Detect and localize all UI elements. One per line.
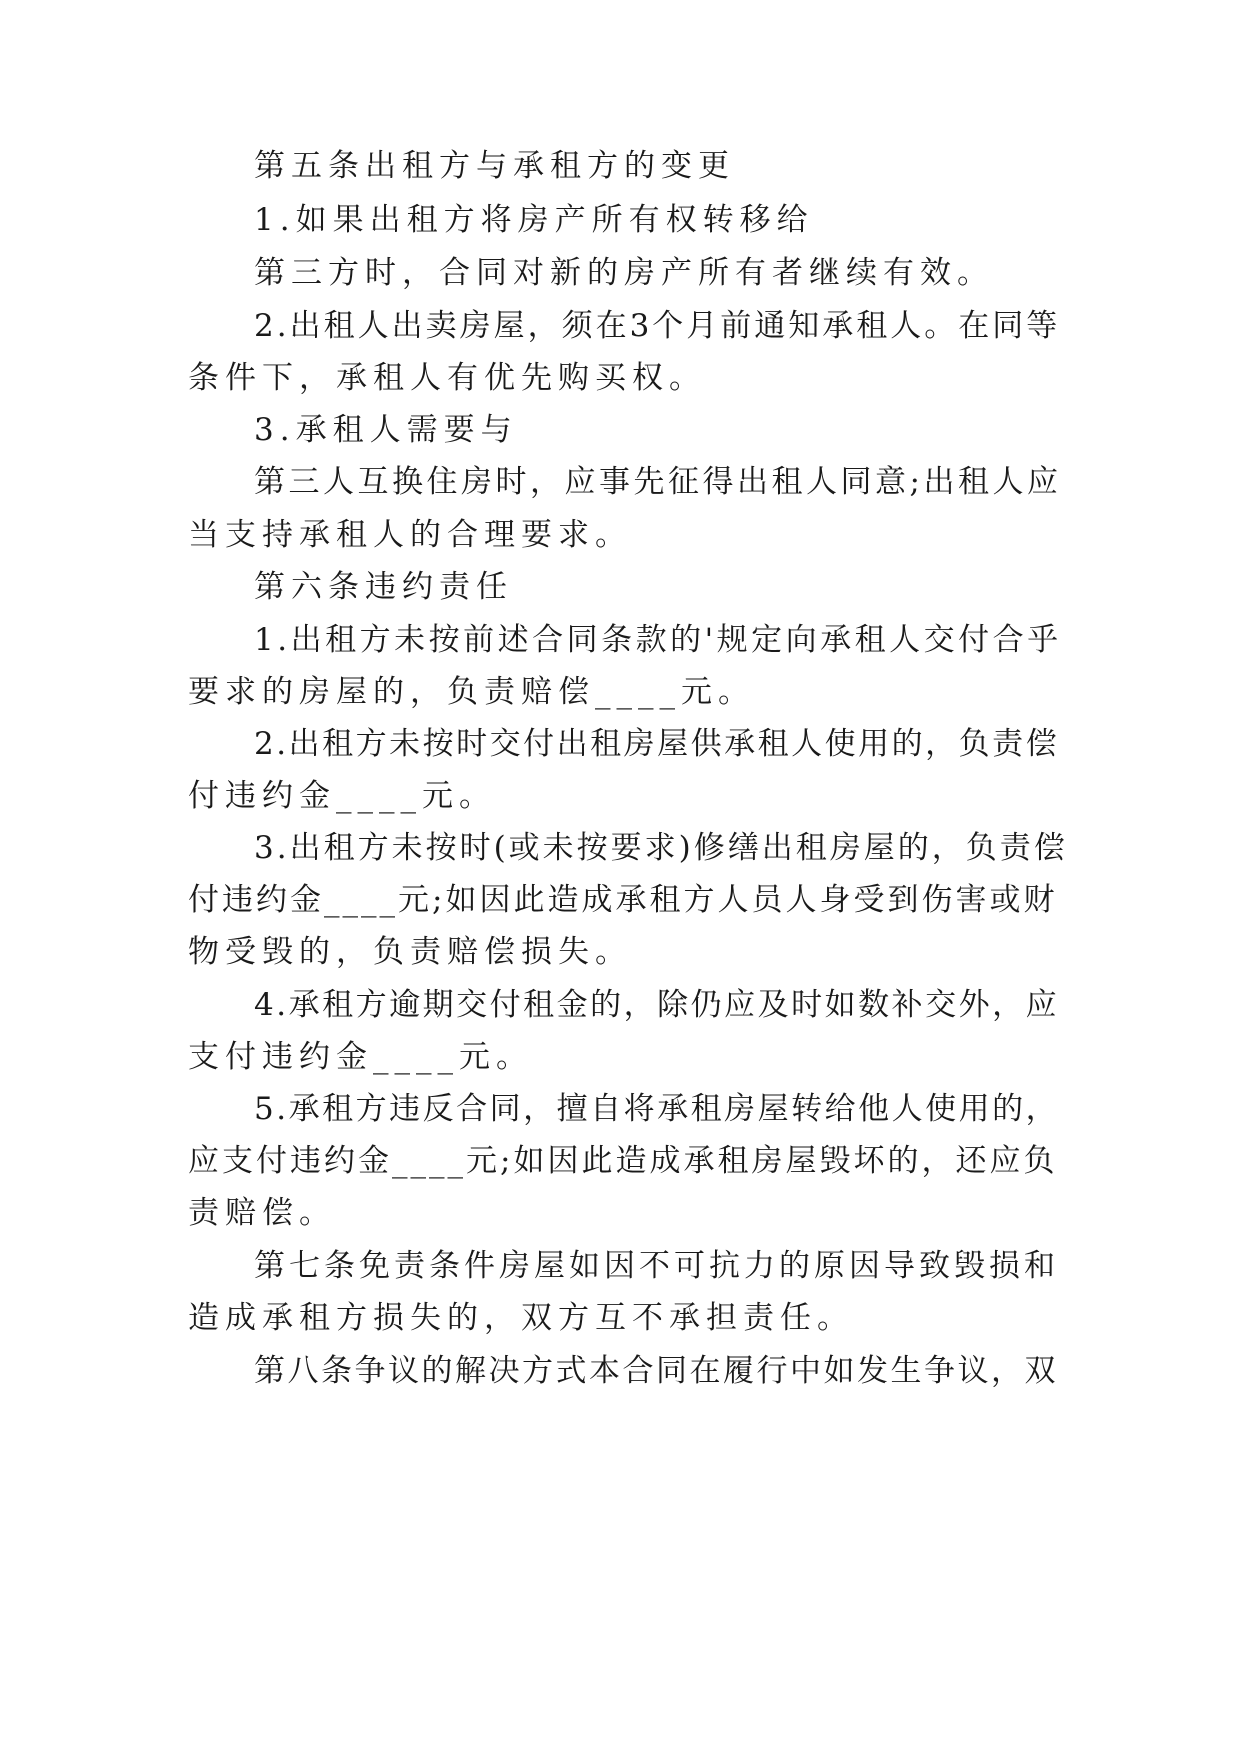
article-6-item-4-continued: 支付违约金____元。 <box>188 1039 533 1075</box>
article-5-item-1-continued: 第三方时，合同对新的房产所有者继续有效。 <box>254 255 994 291</box>
article-5-item-2: 2.出租人出卖房屋，须在3个月前通知承租人。在同等 <box>254 308 1061 344</box>
article-6-item-3: 3.出租方未按时(或未按要求)修缮出租房屋的，负责偿 <box>254 830 1068 866</box>
article-6-item-5-continued: 应支付违约金____元;如因此造成承租房屋毁坏的，还应负 <box>188 1143 1058 1179</box>
article-5-heading: 第五条出租方与承租方的变更 <box>254 148 735 184</box>
article-7: 第七条免责条件房屋如因不可抗力的原因导致毁损和 <box>254 1248 1059 1284</box>
article-6-item-4: 4.承租方逾期交付租金的，除仍应及时如数补交外，应 <box>254 987 1060 1023</box>
article-7-continued: 造成承租方损失的，双方互不承担责任。 <box>188 1300 854 1336</box>
article-6-item-1-continued: 要求的房屋的，负责赔偿____元。 <box>188 674 755 710</box>
article-6-heading: 第六条违约责任 <box>254 569 513 605</box>
article-5-item-3-end: 当支持承租人的合理要求。 <box>188 517 632 553</box>
article-6-item-3-continued: 付违约金____元;如因此造成承租方人员人身受到伤害或财 <box>188 882 1058 918</box>
article-5-item-2-continued: 条件下，承租人有优先购买权。 <box>188 360 706 396</box>
article-6-item-3-end: 物受毁的，负责赔偿损失。 <box>188 934 632 970</box>
article-6-item-5-end: 责赔偿。 <box>188 1195 336 1231</box>
article-6-item-2: 2.出租方未按时交付出租房屋供承租人使用的，负责偿 <box>254 726 1060 762</box>
article-6-item-5: 5.承租方违反合同，擅自将承租房屋转给他人使用的， <box>254 1091 1060 1127</box>
article-5-item-1: 1.如果出租方将房产所有权转移给 <box>254 202 814 238</box>
article-6-item-1: 1.出租方未按前述合同条款的'规定向承租人交付合乎 <box>254 622 1062 658</box>
article-5-item-3: 3.承租人需要与 <box>254 412 518 448</box>
article-6-item-2-continued: 付违约金____元。 <box>188 778 496 814</box>
article-8: 第八条争议的解决方式本合同在履行中如发生争议，双 <box>254 1353 1058 1389</box>
article-5-item-3-continued: 第三人互换住房时，应事先征得出租人同意;出租人应 <box>254 464 1062 500</box>
